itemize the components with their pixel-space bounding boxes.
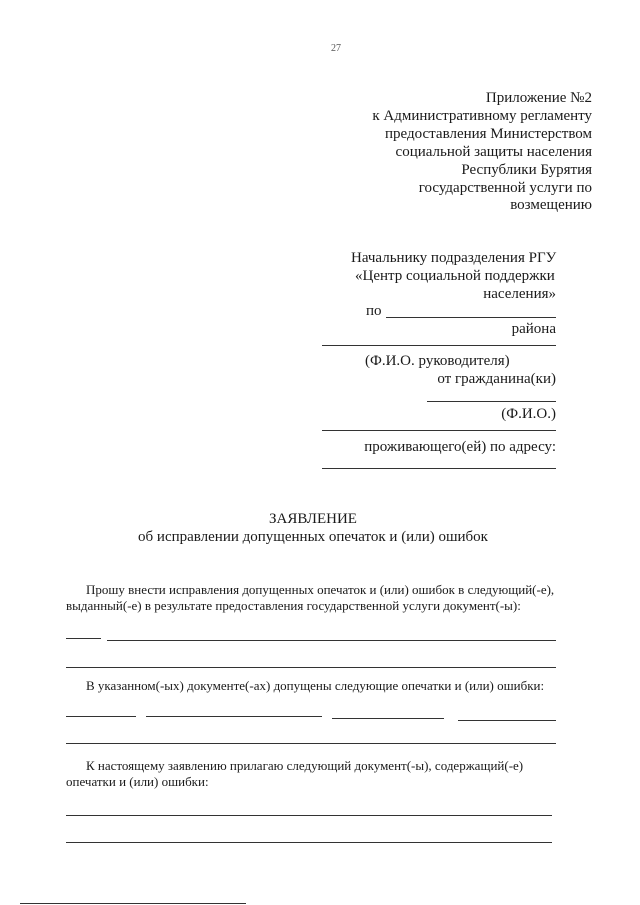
po-label: по bbox=[366, 303, 382, 319]
district-field-line[interactable] bbox=[386, 317, 556, 318]
appendix-line: Республики Бурятия bbox=[461, 162, 592, 178]
document-subtitle: об исправлении допущенных опечаток и (или) ошибок bbox=[138, 529, 488, 545]
paragraph-line: опечатки и (или) ошибки: bbox=[66, 774, 209, 789]
page-number: 27 bbox=[331, 43, 341, 54]
applicant-fio-field-line[interactable] bbox=[427, 401, 556, 402]
from-label: от гражданина(ки) bbox=[437, 371, 556, 387]
errors-field-line[interactable] bbox=[66, 743, 556, 744]
applicant-name-field-line[interactable] bbox=[322, 430, 556, 431]
address-field-line[interactable] bbox=[322, 468, 556, 469]
addressee-line: Начальнику подразделения РГУ bbox=[351, 250, 557, 266]
footnote-separator bbox=[20, 903, 246, 904]
errors-field-line[interactable] bbox=[146, 716, 322, 717]
errors-field-line[interactable] bbox=[66, 716, 136, 717]
paragraph-line: К настоящему заявлению прилагаю следующий документ(-ы), содержащий(-е) bbox=[86, 758, 524, 773]
appendix-line: предоставления Министерством bbox=[385, 126, 592, 142]
district-label: района bbox=[511, 321, 556, 337]
head-fio-field-line[interactable] bbox=[322, 345, 556, 346]
residing-label: проживающего(ей) по адресу: bbox=[364, 439, 556, 455]
applicant-fio-caption: (Ф.И.О.) bbox=[501, 406, 556, 422]
paragraph-errors: В указанном(-ых) документе(-ах) допущены следующие опечатки и (или) ошибки: bbox=[86, 678, 545, 693]
errors-field-line[interactable] bbox=[332, 718, 444, 719]
appendix-title: Приложение №2 bbox=[485, 90, 592, 106]
addressee-line: «Центр социальной поддержки bbox=[355, 268, 555, 284]
appendix-line: к Административному регламенту bbox=[372, 108, 592, 124]
paragraph-line: выданный(-е) в результате предоставления государственной услуги документ(-ы): bbox=[66, 598, 521, 613]
document-title: ЗАЯВЛЕНИЕ bbox=[269, 511, 357, 527]
appendix-line: возмещению bbox=[510, 197, 592, 213]
addressee-line: населения» bbox=[483, 286, 556, 302]
paragraph-line: Прошу внести исправления допущенных опечаток и (или) ошибок в следующий(-е), bbox=[86, 582, 555, 597]
errors-field-line[interactable] bbox=[458, 720, 556, 721]
head-fio-caption: (Ф.И.О. руководителя) bbox=[365, 353, 510, 369]
appendix-line: социальной защиты населения bbox=[395, 144, 592, 160]
attachments-field-line[interactable] bbox=[66, 842, 552, 843]
attachments-field-line[interactable] bbox=[66, 815, 552, 816]
documents-field-line[interactable] bbox=[66, 667, 556, 668]
appendix-line: государственной услуги по bbox=[418, 180, 592, 196]
documents-field-line[interactable] bbox=[107, 640, 556, 641]
documents-field-line[interactable] bbox=[66, 638, 101, 639]
